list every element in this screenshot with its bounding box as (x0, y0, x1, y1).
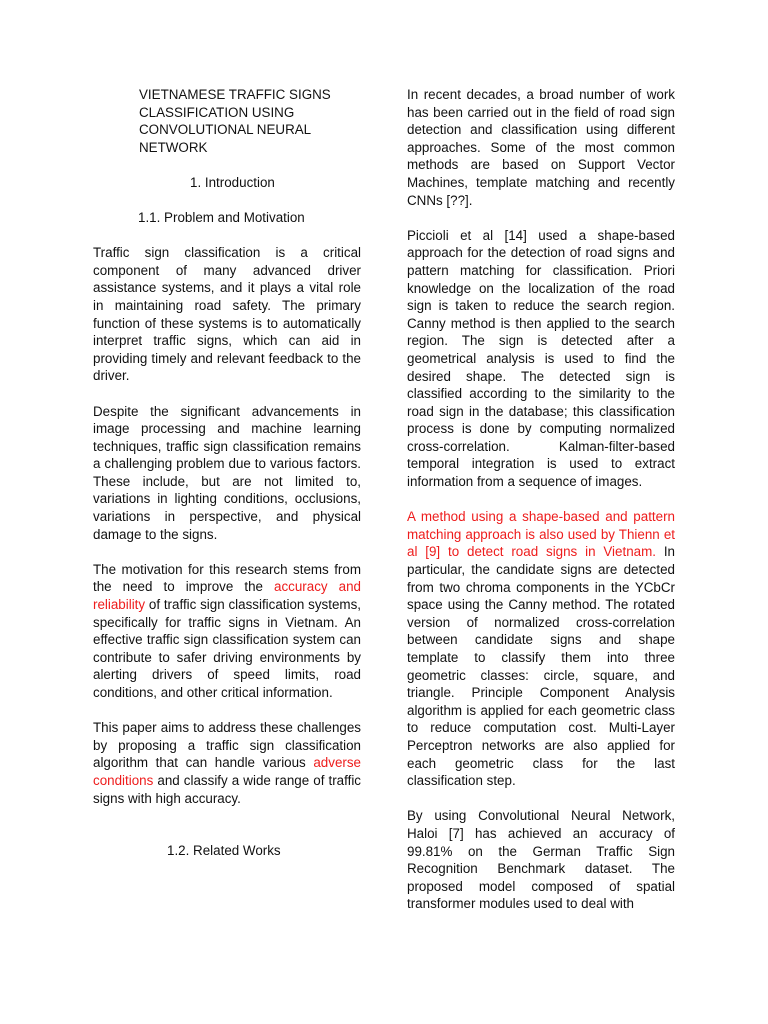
highlighted-text-adverse: adverse conditions (93, 755, 361, 788)
paragraph-problem: Traffic sign classification is a critical component of many advanced driver assistance systems, and it plays a vital role in maintaining road safety. The primary function of these systems is to automatically interpret traffic signs, which can aid in providing timely and relevant feedback to the driver. (93, 245, 361, 384)
paragraph-haloi: By using Convolutional Neural Network, Haloi [7] has achieved an accuracy of 99.81% on the German Traffic Sign Recognition Benchmark dataset. The proposed model composed of spatial transformer modules used to deal with (407, 808, 675, 912)
paragraph-motivation (93, 561, 361, 702)
section-1-2-heading: 1.2. Related Works (167, 843, 281, 859)
aim-text-end: and classify a wide range of traffic signs with high accuracy. (93, 772, 361, 806)
left-column (93, 86, 361, 860)
paragraph-related-overview: In recent decades, a broad number of work has been carried out in the field of road sign detection and classification using different approaches. Some of the most common methods are based on Support Vector Machines, template matching and recently CNNs [??]. (407, 87, 675, 208)
paragraph-aim (93, 719, 361, 807)
thienn-text-rest: In particular, the candidate signs are detected from two chroma components in the YCbCr space using the Canny method. The rotated version of normalized cross-correlation between candidate signs and shape template to classify them into three geometric classes: circle, square, and triangle. Principle Component Analysis algorithm is applied for each geometric class to reduce computation cost. Multi-Layer Perceptron networks are also applied for each geometric class for the last classification step. (407, 544, 675, 789)
right-column (407, 86, 675, 913)
paragraph-thienn (407, 508, 675, 790)
section-1-1-heading: 1.1. Problem and Motivation (138, 209, 305, 225)
paragraph-challenges: Despite the significant advancements in image processing and machine learning techniques, traffic sign classification remains a challenging problem due to various factors. These include, but are not limited to, variations in lighting conditions, occlusions, variations in perspective, and physical damage to the signs. (93, 403, 361, 542)
motivation-text-end: of traffic sign classification systems, specifically for traffic signs in Vietnam. An effective traffic sign classification system can contribute to safer driving environments by alerting drivers of speed limits, road conditions, and other critical information. (93, 597, 361, 700)
highlighted-text-accuracy: accuracy and reliability (93, 579, 361, 613)
paragraph-piccioli: Piccioli et al [14] used a shape-based approach for the detection of road signs and pattern matching for classification. Priori knowledge on the localization of the road sign is taken to reduce the search region. Canny method is then applied to the search region. The sign is detected after a geometrical analysis is used to find the desired shape. The detected sign is classified according to the similarity to the road sign in the database; this classification process is done by computing normalized cross-correlation. Kalman-filter-based temporal integration is used to extract information from a sequence of images. (407, 227, 675, 490)
highlighted-text-thienn: A method using a shape-based and pattern matching approach is also used by Thienn et al [9] to detect road signs in Vietnam. (407, 509, 675, 560)
paper-title: VIETNAMESE TRAFFIC SIGNS CLASSIFICATION USING CONVOLUTIONAL NEURAL NETWORK (139, 87, 331, 155)
motivation-text-start: The motivation for this research stems from the need to improve the (93, 561, 361, 595)
section-1-heading: 1. Introduction (190, 175, 275, 191)
aim-text-start: This paper aims to address these challenges by proposing a traffic sign classification algorithm that can handle various (93, 720, 361, 771)
